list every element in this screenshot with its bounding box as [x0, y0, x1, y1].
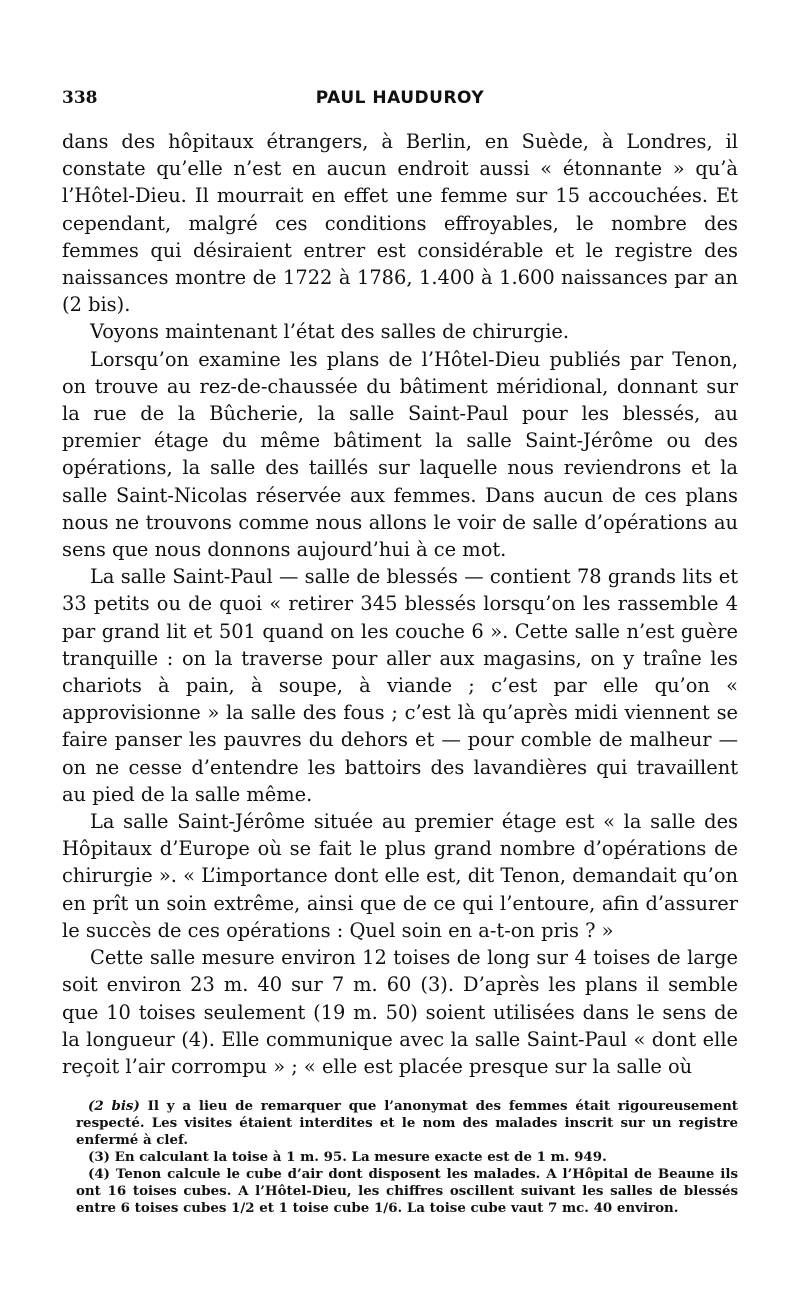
footnote: [76, 1166, 738, 1217]
footnote-text: Tenon calcule le cube d’air dont disposent les malades. A l’Hôpital de Beaune ils ont 16 toises cubes. A l’Hôtel-Dieu, les chiffres oscillent suivant les salles de blessés entre 6 toises cubes 1/2 et 1 toise cube 1/6. La toise cube vaut 7 mc. 40 environ.: [76, 1166, 739, 1216]
footnote-text: Il y a lieu de remarquer que l’anonymat des femmes était rigoureusement respecté. Les visites étaient interdites et le nom des malades inscrit sur un registre enfermé à clef.: [76, 1098, 738, 1148]
running-head: PAUL HAUDUROY: [315, 88, 485, 108]
footnote: [76, 1098, 738, 1149]
paragraph: Cette salle mesure environ 12 toises de long sur 4 toises de large soit environ 23 m. 40 sur 7 m. 60 (3). D’après les plans il semble que 10 toises seulement (19 m. 50) soient utilisées dans le sens de la longueur (4). Elle communique avec la salle Saint-Paul « dont elle reçoit l’air corrompu » ; « elle est placée presque sur la salle où: [62, 946, 738, 1078]
page-header: [62, 88, 738, 114]
footnote-text: En calculant la toise à 1 m. 95. La mesure exacte est de 1 m. 949.: [114, 1149, 607, 1165]
paragraph: dans des hôpitaux étrangers, à Berlin, en Suède, à Londres, il constate qu’elle n’est en aucun endroit aussi « étonnante » qu’à l’Hôtel-Dieu. Il mourrait en effet une femme sur 15 accouchées. Et cependant, malgré ces conditions effroyables, le nombre des femmes qui désiraient entrer est considérable et le registre des naissances montre de 1722 à 1786, 1.400 à 1.600 naissances par an (2 bis).: [62, 130, 738, 317]
footnote: [76, 1149, 738, 1166]
footnote-mark: (3): [88, 1149, 110, 1165]
footnote-mark: (2 bis): [88, 1098, 140, 1114]
paragraph: Voyons maintenant l’état des salles de chirurgie.: [90, 320, 570, 344]
paragraph: La salle Saint-Paul — salle de blessés — contient 78 grands lits et 33 petits ou de quoi « retirer 345 blessés lorsqu’on les rassemble 4 par grand lit et 501 quand on les couche 6 ». Cette salle n’est guère tranquille : on la traverse pour aller aux magasins, on y traîne les chariots à pain, à soupe, à viande ; c’est par elle qu’on « approvisionne » la salle des fous ; c’est là qu’après midi viennent se faire panser les pauvres du dehors et — pour comble de malheur — on ne cesse d’entendre les battoirs des lavandières qui travaillent au pied de la salle même.: [62, 565, 738, 806]
footnote-mark: (4): [88, 1166, 110, 1182]
page-number: 338: [62, 88, 98, 108]
paragraph: Lorsqu’on examine les plans de l’Hôtel-Dieu publiés par Tenon, on trouve au rez-de-chaussée du bâtiment méridional, donnant sur la rue de la Bûcherie, la salle Saint-Paul pour les blessés, au premier étage du même bâtiment la salle Saint-Jérôme ou des opérations, la salle des taillés sur laquelle nous reviendrons et la salle Saint-Nicolas réservée aux femmes. Dans aucun de ces plans nous ne trouvons comme nous allons le voir de salle d’opérations au sens que nous donnons aujourd’hui à ce mot.: [62, 347, 738, 562]
paragraph: La salle Saint-Jérôme située au premier étage est « la salle des Hôpitaux d’Europe où se fait le plus grand nombre d’opérations de chirurgie ». « L’importance dont elle est, dit Tenon, demandait qu’on en prît un soin extrême, ainsi que de ce qui l’entoure, afin d’assurer le succès de ces opérations : Quel soin en a-t-on pris ? »: [62, 810, 738, 942]
footnotes: [76, 1098, 738, 1217]
body-text: [62, 128, 738, 1080]
